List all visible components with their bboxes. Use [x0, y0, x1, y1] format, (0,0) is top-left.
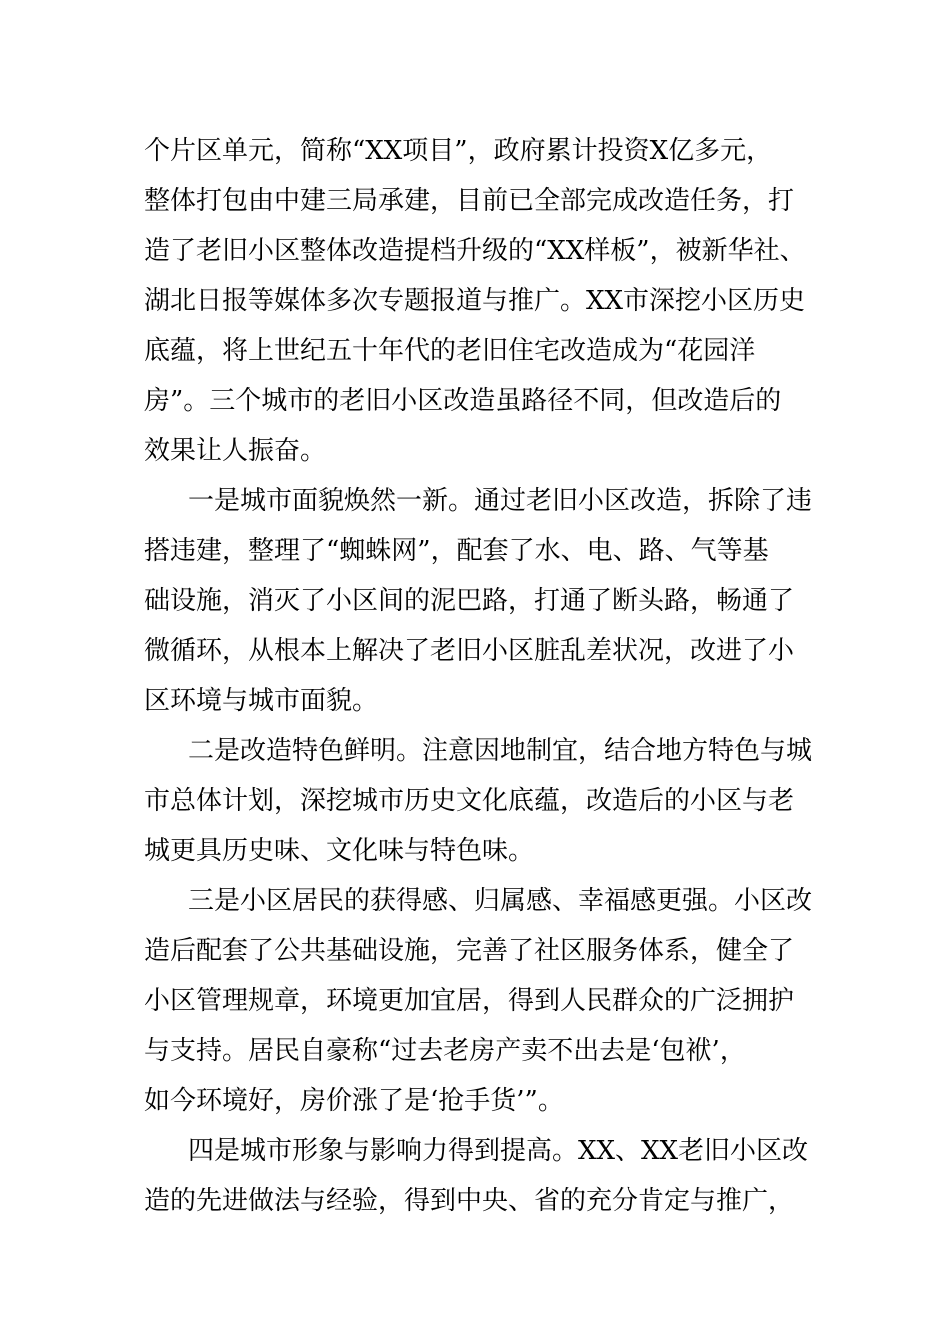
text-line: 微循环，从根本上解决了老旧小区脏乱差状况，改进了小 — [144, 636, 795, 666]
text-line: 房”。三个城市的老旧小区改造虽路径不同，但改造后的 — [144, 386, 782, 416]
paragraph-start-line: 四是城市形象与影响力得到提高。XX、XX老旧小区改 — [188, 1136, 809, 1166]
text-line: 底蕴，将上世纪五十年代的老旧住宅改造成为“花园洋 — [144, 336, 756, 366]
text-line: 市总体计划，深挖城市历史文化底蕴，改造后的小区与老 — [144, 786, 795, 816]
text-line: 造了老旧小区整体改造提档升级的“XX样板”，被新华社、 — [144, 236, 806, 266]
text-line: 区环境与城市面貌。 — [144, 686, 379, 716]
paragraph-start-line: 一是城市面貌焕然一新。通过老旧小区改造，拆除了违 — [188, 486, 813, 516]
paragraph-start-line: 三是小区居民的获得感、归属感、幸福感更强。小区改 — [188, 886, 813, 916]
paragraph-start-line: 二是改造特色鲜明。注意因地制宜，结合地方特色与城 — [188, 736, 813, 766]
text-line: 城更具历史味、文化味与特色味。 — [144, 836, 535, 866]
text-line: 湖北日报等媒体多次专题报道与推广。XX市深挖小区历史 — [144, 286, 806, 316]
text-line: 与支持。居民自豪称“过去老房产卖不出去是‘包袱’， — [144, 1036, 746, 1066]
text-line: 造后配套了公共基础设施，完善了社区服务体系，健全了 — [144, 936, 795, 966]
text-line: 小区管理规章，环境更加宜居，得到人民群众的广泛拥护 — [144, 986, 795, 1016]
text-line: 整体打包由中建三局承建，目前已全部完成改造任务，打 — [144, 186, 795, 216]
text-line: 如今环境好，房价涨了是‘抢手货’”。 — [144, 1086, 564, 1116]
text-line: 造的先进做法与经验，得到中央、省的充分肯定与推广， — [144, 1186, 795, 1216]
text-line: 效果让人振奋。 — [144, 436, 327, 466]
text-line: 搭违建，整理了“蜘蛛网”，配套了水、电、路、气等基 — [144, 536, 769, 566]
text-line: 础设施，消灭了小区间的泥巴路，打通了断头路，畅通了 — [144, 586, 795, 616]
text-line: 个片区单元，简称“XX项目”，政府累计投资X亿多元， — [144, 136, 773, 166]
body-text — [144, 126, 844, 1226]
